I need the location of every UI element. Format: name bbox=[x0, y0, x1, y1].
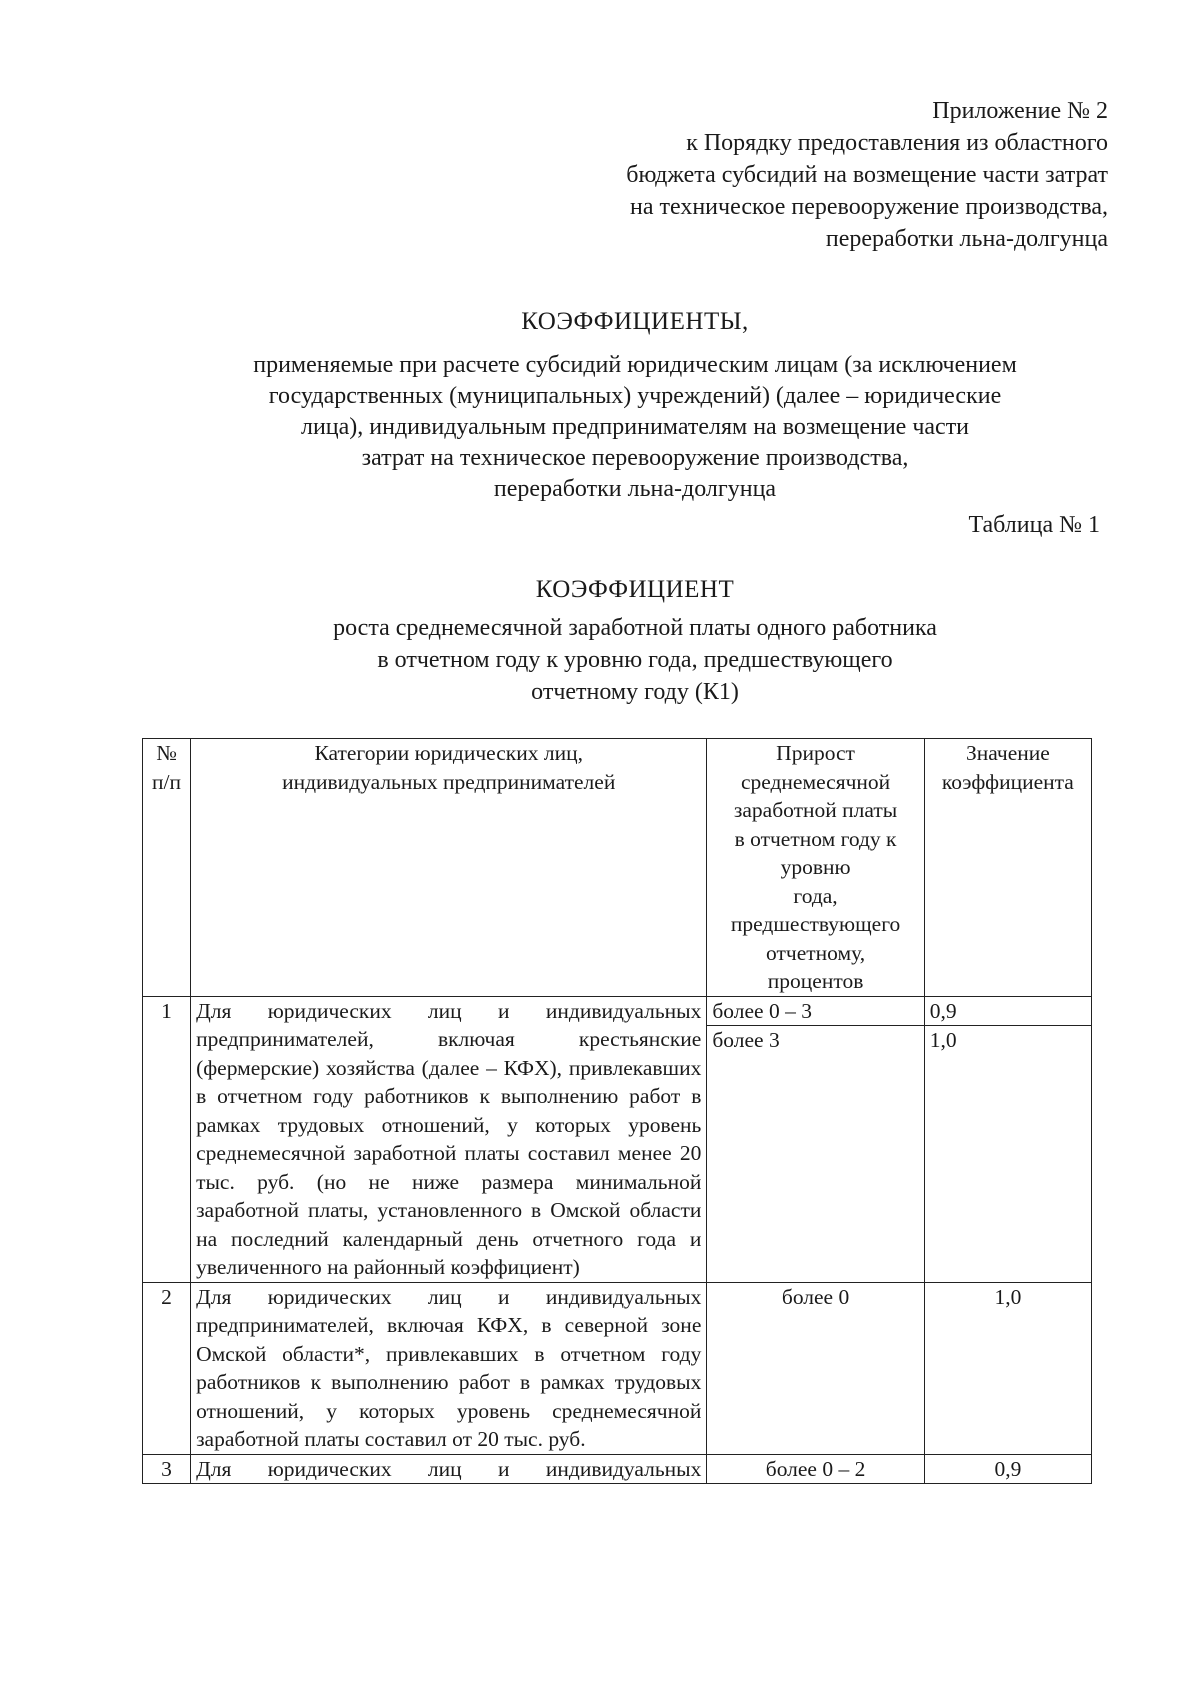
row-value: 1,0 bbox=[924, 1282, 1091, 1454]
increase-range: более 3 bbox=[712, 1027, 780, 1052]
header-increase-line: отчетному, bbox=[766, 940, 866, 965]
table-row bbox=[143, 1282, 1092, 1454]
coefficient-subtitle-line: роста среднемесячной заработной платы одного работника bbox=[333, 615, 937, 641]
coefficient-subtitle-line: отчетному году (К1) bbox=[531, 679, 739, 705]
subtitle-line: переработки льна-долгунца bbox=[493, 476, 777, 502]
row-number: 1 bbox=[143, 996, 191, 1282]
header-increase-line: Прирост bbox=[776, 741, 855, 765]
coefficient-value: 1,0 bbox=[929, 1027, 957, 1052]
annex-line: бюджета субсидий на возмещение части затрат bbox=[626, 162, 1108, 188]
document-title: КОЭФФИЦИЕНТЫ, bbox=[521, 308, 749, 335]
row-number: 2 bbox=[143, 1282, 191, 1454]
subtitle-line: применяемые при расчете субсидий юридическим лицам (за исключением bbox=[253, 352, 1017, 378]
row-increase: более 0 – 2 bbox=[707, 1454, 924, 1484]
subtitle-line: государственных (муниципальных) учреждений) (далее – юридические bbox=[268, 383, 1002, 409]
annex-line: переработки льна-долгунца bbox=[825, 226, 1108, 252]
table-header-row bbox=[143, 739, 1092, 997]
header-num bbox=[143, 739, 191, 997]
annex-line: к Порядку предоставления из областного bbox=[686, 130, 1108, 156]
header-increase-line: предшествующего bbox=[730, 912, 901, 936]
row-category: Для юридических лиц и индивидуальных bbox=[191, 1454, 707, 1484]
document-subtitle bbox=[0, 350, 1200, 505]
header-increase-line: процентов bbox=[767, 969, 864, 993]
coefficient-table bbox=[142, 738, 1092, 1484]
header-num-line: № bbox=[156, 741, 177, 765]
header-num-line: п/п bbox=[152, 769, 182, 794]
header-increase bbox=[707, 739, 924, 997]
row-category: Для юридических лиц и индивидуальных предпринимателей, включая крестьянские (фермерские) хозяйства (далее – КФХ), привлекавших в отчетном году работников к выполнению работ в рамках трудовых отношений, у которых уровень среднемесячной заработной платы составил менее 20 тыс. руб. (но не ниже размера минимальной заработной платы, установленного в Омской области на последний календарный день отчетного года и увеличенного на районный коэффициент) bbox=[191, 996, 707, 1282]
header-increase-line: заработной платы bbox=[733, 798, 898, 822]
header-increase-line: года, bbox=[793, 883, 838, 908]
header-category-line: Категории юридических лиц, bbox=[314, 741, 583, 765]
annex-header bbox=[468, 95, 1108, 255]
row-increase bbox=[707, 996, 924, 1282]
increase-range: более 0 – 3 bbox=[707, 997, 923, 1026]
coefficient-value: 0,9 bbox=[925, 997, 1091, 1026]
annex-line: Приложение № 2 bbox=[932, 98, 1108, 124]
row-increase: более 0 bbox=[707, 1282, 924, 1454]
header-value bbox=[924, 739, 1091, 997]
table-row bbox=[143, 996, 1092, 1282]
header-category bbox=[191, 739, 707, 997]
header-value-line: Значение bbox=[965, 741, 1050, 765]
row-number: 3 bbox=[143, 1454, 191, 1484]
row-value: 0,9 bbox=[924, 1454, 1091, 1484]
annex-line: на техническое перевооружение производства, bbox=[630, 194, 1108, 220]
table-label: Таблица № 1 bbox=[968, 512, 1100, 538]
header-value-line: коэффициента bbox=[941, 769, 1074, 794]
subtitle-line: затрат на техническое перевооружение производства, bbox=[361, 445, 909, 471]
header-increase-line: в отчетном году к bbox=[734, 826, 897, 851]
header-category-line: индивидуальных предпринимателей bbox=[282, 769, 616, 794]
coefficient-title: КОЭФФИЦИЕНТ bbox=[535, 576, 735, 603]
header-increase-line: среднемесячной bbox=[740, 769, 891, 794]
subtitle-line: лица), индивидуальным предпринимателям на возмещение части bbox=[300, 414, 970, 440]
coefficient-subtitle bbox=[0, 612, 1200, 708]
row-category: Для юридических лиц и индивидуальных предпринимателей, включая КФХ, в северной зоне Омской области*, привлекавших в отчетном году работников к выполнению работ в рамках трудовых отношений, у которых уровень среднемесячной заработной платы составил от 20 тыс. руб. bbox=[191, 1282, 707, 1454]
table-row bbox=[143, 1454, 1092, 1484]
coefficient-subtitle-line: в отчетном году к уровню года, предшествующего bbox=[377, 647, 893, 673]
row-value bbox=[924, 996, 1091, 1282]
header-increase-line: уровню bbox=[780, 855, 851, 879]
